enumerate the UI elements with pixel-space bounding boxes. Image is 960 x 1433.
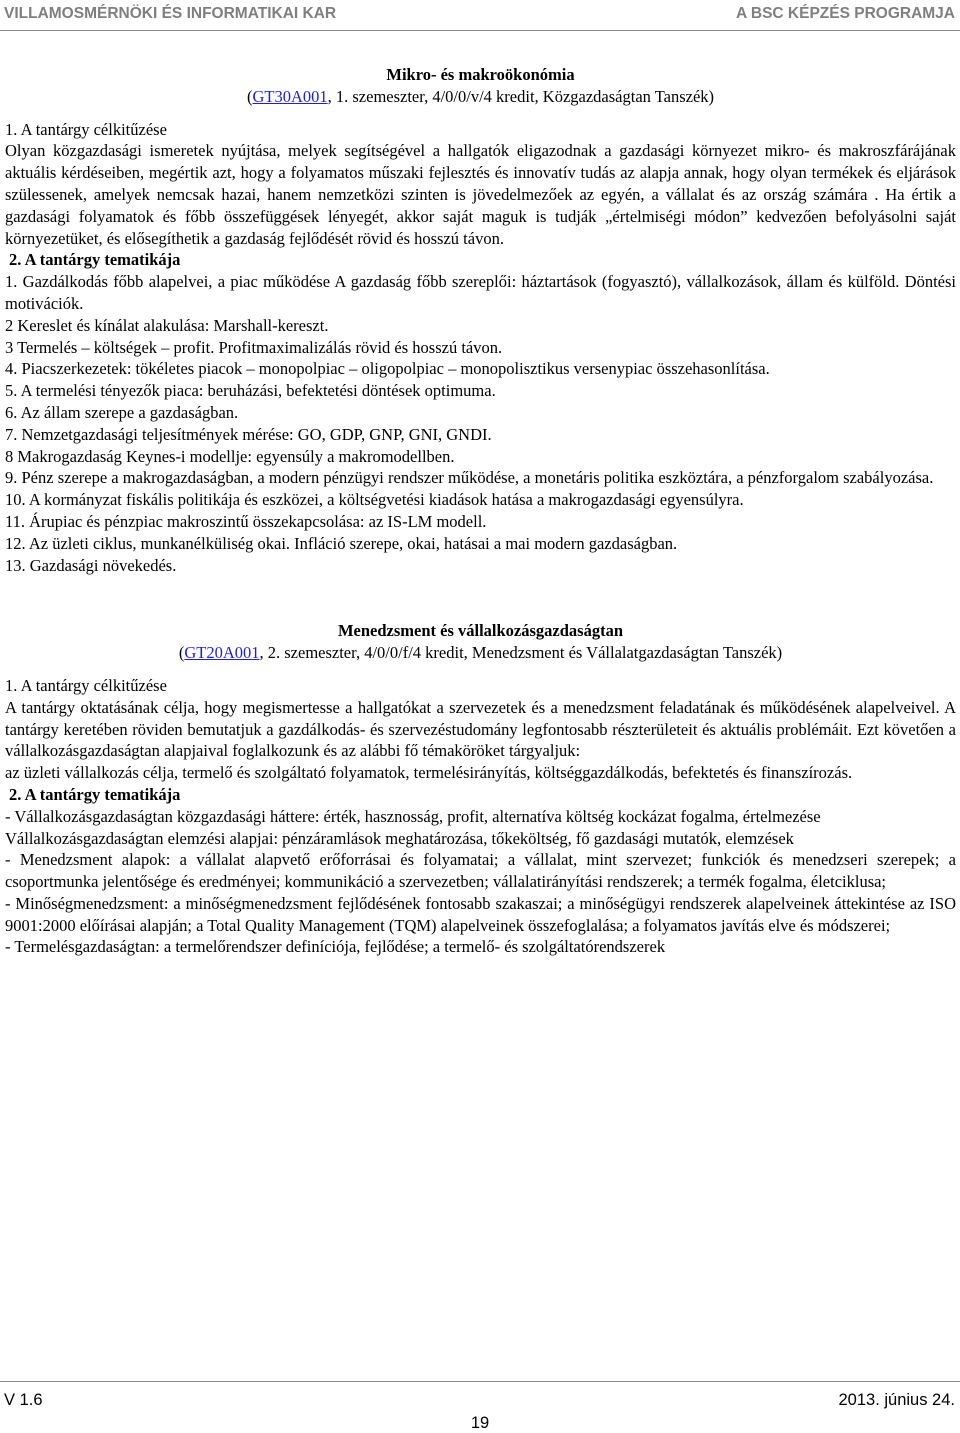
course1-paren: ( — [246, 86, 253, 106]
course1-topic-5: 5. A termelési tényezők piaca: beruházási, befektetési döntések optimuma. — [5, 381, 496, 401]
course1-info: , 1. szemeszter, 4/0/0/v/4 kredit, Közgazdaságtan Tanszék) — [327, 86, 715, 106]
page-header — [0, 0, 960, 30]
course1-topic-11: 11. Árupiac és pénzpiac makroszintű összekapcsolása: az IS-LM modell. — [5, 511, 487, 531]
course1-topic-4: 4. Piacszerkezetek: tökéletes piacok – monopolpiac – oligopolpiac – monopolisztikus versenypiac összehasonlítása. — [5, 359, 770, 379]
course1-objective-heading: 1. A tantárgy célkitűzése — [5, 119, 167, 139]
course1-topic-13: 13. Gazdasági növekedés. — [5, 555, 177, 575]
course1-topic-8: 8 Makrogazdaság Keynes-i modellje: egyensúly a makromodellben. — [5, 446, 455, 466]
course2-topics-heading: 2. A tantárgy tematikája — [9, 784, 181, 804]
course2-title: Menedzsment és vállalkozásgazdaságtan — [337, 621, 624, 641]
header-faculty: VILLAMOSMÉRNÖKI ÉS INFORMATIKAI KAR — [4, 5, 337, 22]
footer-version: V 1.6 — [4, 1391, 43, 1409]
course1-topic-6: 6. Az állam szerepe a gazdaságban. — [5, 402, 239, 422]
page-number: 19 — [470, 1414, 490, 1432]
course1-topic-3: 3 Termelés – költségek – profit. Profitmaximalizálás rövid és hosszú távon. — [5, 337, 503, 357]
course1-topic-1: 1. Gazdálkodás főbb alapelvei, a piac működése A gazdaság főbb szereplői: háztartások (fogyasztó), vállalkozások, állam és külföld. Döntési motivációk. — [5, 272, 956, 313]
footer-date: 2013. június 24. — [838, 1391, 955, 1409]
course2-objective-list: az üzleti vállalkozás célja, termelő és szolgáltató folyamatok, termelésirányítás, költséggazdálkodás, befektetés és finanszírozás. — [5, 763, 853, 783]
page-content — [5, 64, 956, 958]
course1-topic-7: 7. Nemzetgazdasági teljesítmények mérése: GO, GDP, GNP, GNI, GNDI. — [5, 424, 492, 444]
course2-topic-2: Vállalkozásgazdaságtan elemzési alapjai: pénzáramlások meghatározása, tőkeköltség, fő gazdasági mutatók, elemzések — [5, 828, 794, 848]
footer-divider — [0, 1381, 960, 1382]
course2-topic-3: - Menedzsment alapok: a vállalat alapvető erőforrásai és folyamatai; a vállalat, mint szervezet; funkciók és menedzseri szerepek; a csoportmunka jelentősége és eredményei; kommunikáció a szervezetben; vállalatirányítási rendszerek; a termék fogalma, életciklusa; — [5, 850, 956, 892]
course2-info: , 2. szemeszter, 4/0/0/f/4 kredit, Menedzsment és Vállalatgazdaságtan Tanszék) — [259, 643, 783, 663]
course2-topic-5: - Termelésgazdaságtan: a termelőrendszer definíciója, fejlődése; a termelő- és szolgáltatórendszerek — [5, 937, 666, 957]
course1-topic-12: 12. Az üzleti ciklus, munkanélküliség okai. Infláció szerepe, okai, hatásai a mai modern gazdaságban. — [5, 533, 678, 553]
course2-objective-heading: 1. A tantárgy célkitűzése — [5, 675, 167, 695]
course2-code-link[interactable]: GT20A001 — [184, 643, 260, 663]
spacer — [5, 108, 956, 119]
header-divider — [0, 30, 960, 31]
section-gap — [5, 576, 956, 620]
course2-meta — [5, 642, 956, 664]
course1-title: Mikro- és makroökonómia — [386, 65, 575, 84]
course2-topic-1: - Vállalkozásgazdaságtan közgazdasági háttere: érték, hasznosság, profit, alternatíva költség kockázat fogalma, értelmezése — [5, 806, 821, 826]
course1-code-link[interactable]: GT30A001 — [252, 86, 328, 106]
course1-topics-heading: 2. A tantárgy tematikája — [9, 250, 181, 270]
course2-paren: ( — [178, 643, 185, 663]
course1-topic-2: 2 Kereslet és kínálat alakulása: Marshall-kereszt. — [5, 315, 329, 335]
course1-topic-10: 10. A kormányzat fiskális politikája és eszközei, a költségvetési kiadások hatása a makrogazdasági egyensúlyra. — [5, 490, 744, 510]
course1-topic-9: 9. Pénz szerepe a makrogazdaságban, a modern pénzügyi rendszer működése, a monetáris politika eszköztára, a pénzforgalom szabályozása. — [5, 468, 934, 488]
course2-objective-text: A tantárgy oktatásának célja, hogy megismertesse a hallgatókat a szervezetek és a menedzsment feladatának és működésének alapelveivel. A tantárgy keretében röviden bemutatjuk a gazdálkodás- és szervezéstudomány legfontosabb részterületeit és aktuális problémáit. Ezt követően a vállalkozásgazdaságtan alapjaival foglalkozunk és az alábbi fő témaköröket tárgyaljuk: — [5, 697, 956, 761]
course1-objective-text: Olyan közgazdasági ismeretek nyújtása, melyek segítségével a hallgatók eligazodnak a gazdasági környezet mikro- és makroszfárájának aktuális kérdéseiben, megértik azt, hogy a folyamatos műszaki fejlesztés és innovatív tudás az alapja annak, hogy olyan termékek és eljárások szülessenek, amelyek nemcsak hazai, hanem nemzetközi szinten is jövedelmezőek az egyén, a vállalat és az ország számára . Ha értik a gazdasági folyamatok és főbb összefüggések lényegét, akkor saját maguk is tudják „értelmiségi módon” kedvezően befolyásolni saját környezetüket, és elősegíthetik a gazdaság fejlődését rövid és hosszú távon. — [5, 141, 956, 248]
course2-topic-4: - Minőségmenedzsment: a minőségmenedzsment fejlődésének fontosabb szakaszai; a minőségügyi rendszerek alapelveinek áttekintése az ISO 9001:2000 előírásai alapján; a Total Quality Management (TQM) alapelveinek összefoglalása; a folyamatos javítás elve és módszerei; — [5, 893, 956, 935]
spacer — [5, 664, 956, 675]
header-program: A BSC KÉPZÉS PROGRAMJA — [735, 5, 955, 22]
course1-meta — [5, 86, 956, 108]
